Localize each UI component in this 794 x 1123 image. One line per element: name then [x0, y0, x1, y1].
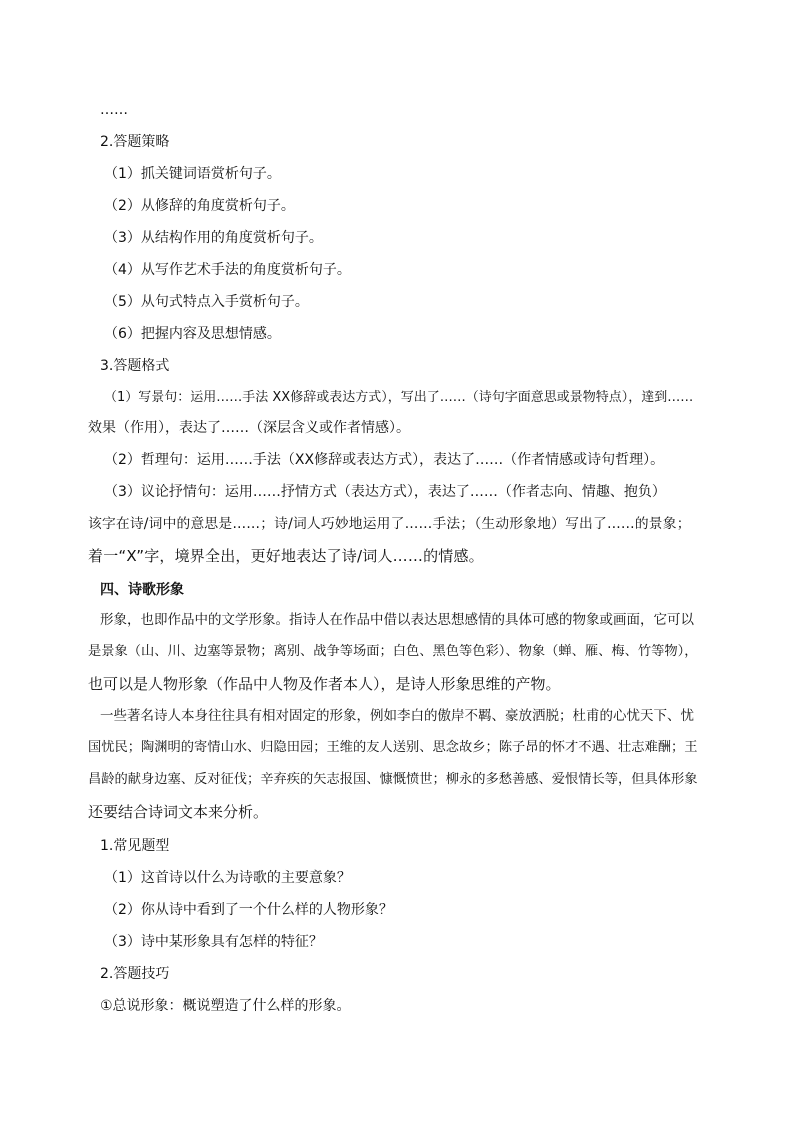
strategy-item-1: （1）抓关键词语赏析句子。	[104, 166, 281, 182]
image-paragraph-1-line-2: 是景象（山、川、边塞等景物；离别、战争等场面；白色、黑色等色彩）、物象（蝉、雁、梅、竹等物），	[88, 644, 698, 659]
strategy-item-3: （3）从结构作用的角度赏析句子。	[104, 230, 323, 246]
format-paragraph-line-2: 着一“X”字，境界全出，更好地表达了诗/词人……的情感。	[88, 547, 484, 565]
question-type-1: （1）这首诗以什么为诗歌的主要意象？	[104, 870, 351, 886]
strategy-item-2: （2）从修辞的角度赏析句子。	[104, 198, 295, 214]
format-item-1-line-2: 效果（作用），表达了……（深层含义或作者情感）。	[88, 420, 410, 436]
format-paragraph-line-1: 该字在诗/词中的意思是……；诗/词人巧妙地运用了……手法；（生动形象地）写出了……的景象；	[88, 516, 691, 532]
format-item-2: （2）哲理句：运用……手法（XX修辞或表达方式），表达了……（作者情感或诗句哲理）。	[104, 452, 665, 468]
answer-strategy-heading: 2.答题策略	[100, 134, 170, 150]
format-item-1-line-1: （1）写景句：运用……手法 XX修辞或表达方式），写出了……（诗句字面意思或景物特点），達到……	[104, 390, 694, 405]
image-paragraph-1-line-3: 也可以是人物形象（作品中人物及作者本人），是诗人形象思维的产物。	[88, 675, 561, 693]
common-question-types-heading: 1.常见题型	[100, 838, 170, 854]
image-paragraph-2-line-3: 昌龄的献身边塞、反对征伐；辛弃疾的矢志报国、慷慨愤世；柳永的多愁善感、爱恨情长等，但具体形象	[88, 772, 698, 787]
question-type-3: （3）诗中某形象具有怎样的特征？	[104, 934, 323, 950]
answer-technique-heading: 2.答题技巧	[100, 966, 170, 982]
strategy-item-6: （6）把握内容及思想情感。	[104, 326, 281, 342]
ellipsis-line: ……	[100, 102, 128, 118]
strategy-item-5: （5）从句式特点入手赏析句子。	[104, 294, 309, 310]
section-heading-poetic-image: 四、诗歌形象	[100, 582, 184, 598]
strategy-item-4: （4）从写作艺术手法的角度赏析句子。	[104, 262, 351, 278]
answer-technique-item-1: ①总说形象：概说塑造了什么样的形象。	[100, 998, 351, 1014]
answer-format-heading: 3.答题格式	[100, 358, 170, 374]
format-item-3: （3）议论抒情句：运用……抒情方式（表达方式），表达了……（作者志向、情趣、抱负）	[104, 484, 666, 500]
image-paragraph-2-line-1: 一些著名诗人本身往往具有相对固定的形象，例如李白的傲岸不羁、豪放洒脱；杜甫的心忧天下、忧	[100, 708, 694, 724]
image-paragraph-2-line-2: 国忧民；陶渊明的寄情山水、归隐田园；王维的友人送别、思念故乡；陈子昂的怀才不遇、壮志难酬；王	[88, 740, 698, 755]
image-paragraph-1-line-1: 形象，也即作品中的文学形象。指诗人在作品中借以表达思想感情的具体可感的物象或画面，它可以	[100, 612, 694, 628]
question-type-2: （2）你从诗中看到了一个什么样的人物形象？	[104, 902, 393, 918]
image-paragraph-2-line-4: 还要结合诗词文本来分析。	[88, 803, 269, 821]
